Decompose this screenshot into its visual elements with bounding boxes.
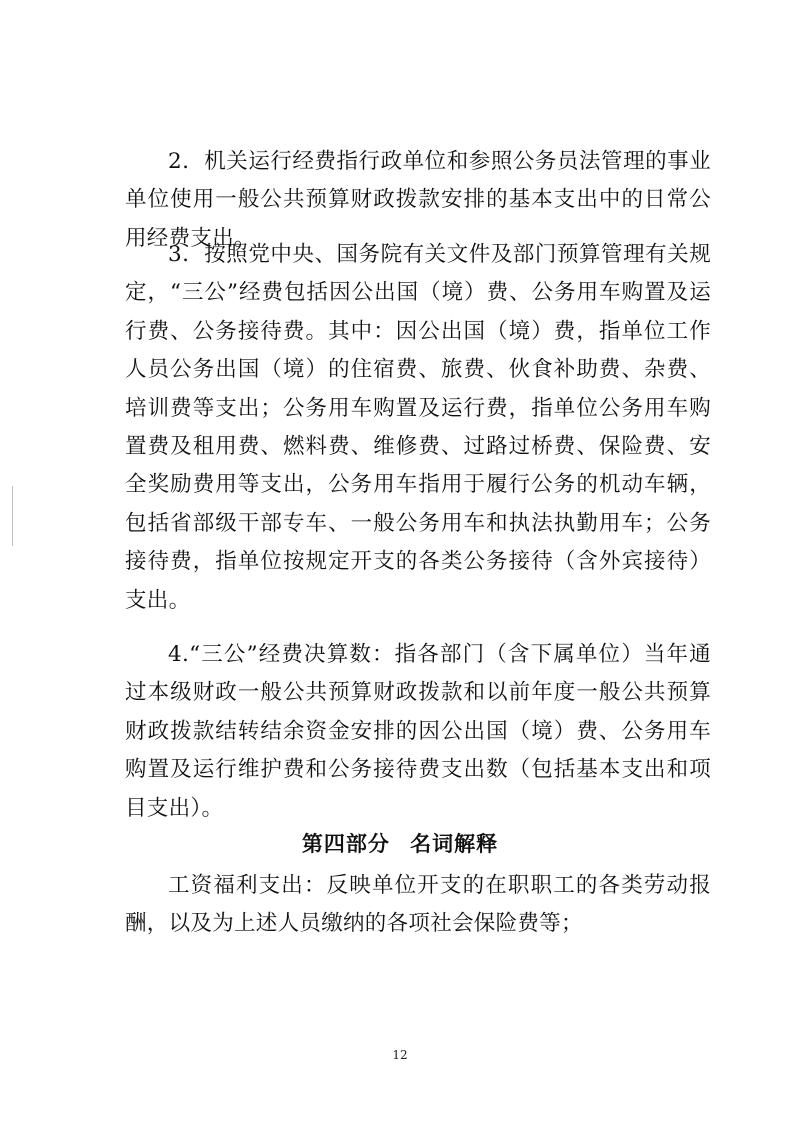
paragraph-three-public-expenses: 3．按照党中央、国务院有关文件及部门预算管理有关规定，“三公”经费包括因公出国（境）费、公务用车购置及运行费、公务接待费。其中：因公出国（境）费，指单位工作人员公务出国（境）的住宿费、旅费、伙食补助费、杂费、培训费等支出；公务用车购置及运行费，指单位公务用车购置费及租用费、燃料费、维修费、过路过桥费、保险费、安全奖励费用等支出，公务用车指用于履行公务的机动车辆，包括省部级干部专车、一般公务用车和执法执勤用车；公务接待费，指单位按规定开支的各类公务接待（含外宾接待）支出。 [125, 242, 711, 613]
paragraph-salary-welfare: 工资福利支出：反映单位开支的在职职工的各类劳动报酬，以及为上述人员缴纳的各项社会保险费等； [125, 873, 711, 937]
scan-edge-mark [12, 486, 13, 546]
paragraph-operating-expenses: 2．机关运行经费指行政单位和参照公务员法管理的事业单位使用一般公共预算财政拨款安排的基本支出中的日常公用经费支出。 [125, 149, 711, 251]
section-heading: 第四部分 名词解释 [301, 832, 499, 856]
paragraph-three-public-final-accounts: 4.“三公”经费决算数：指各部门（含下属单位）当年通过本级财政一般公共预算财政拨款和以前年度一般公共预算财政拨款结转结余资金安排的因公出国（境）费、公务用车购置及运行维护费和公务接待费支出数（包括基本支出和项目支出）。 [125, 642, 711, 821]
page-number: 12 [392, 1048, 408, 1062]
